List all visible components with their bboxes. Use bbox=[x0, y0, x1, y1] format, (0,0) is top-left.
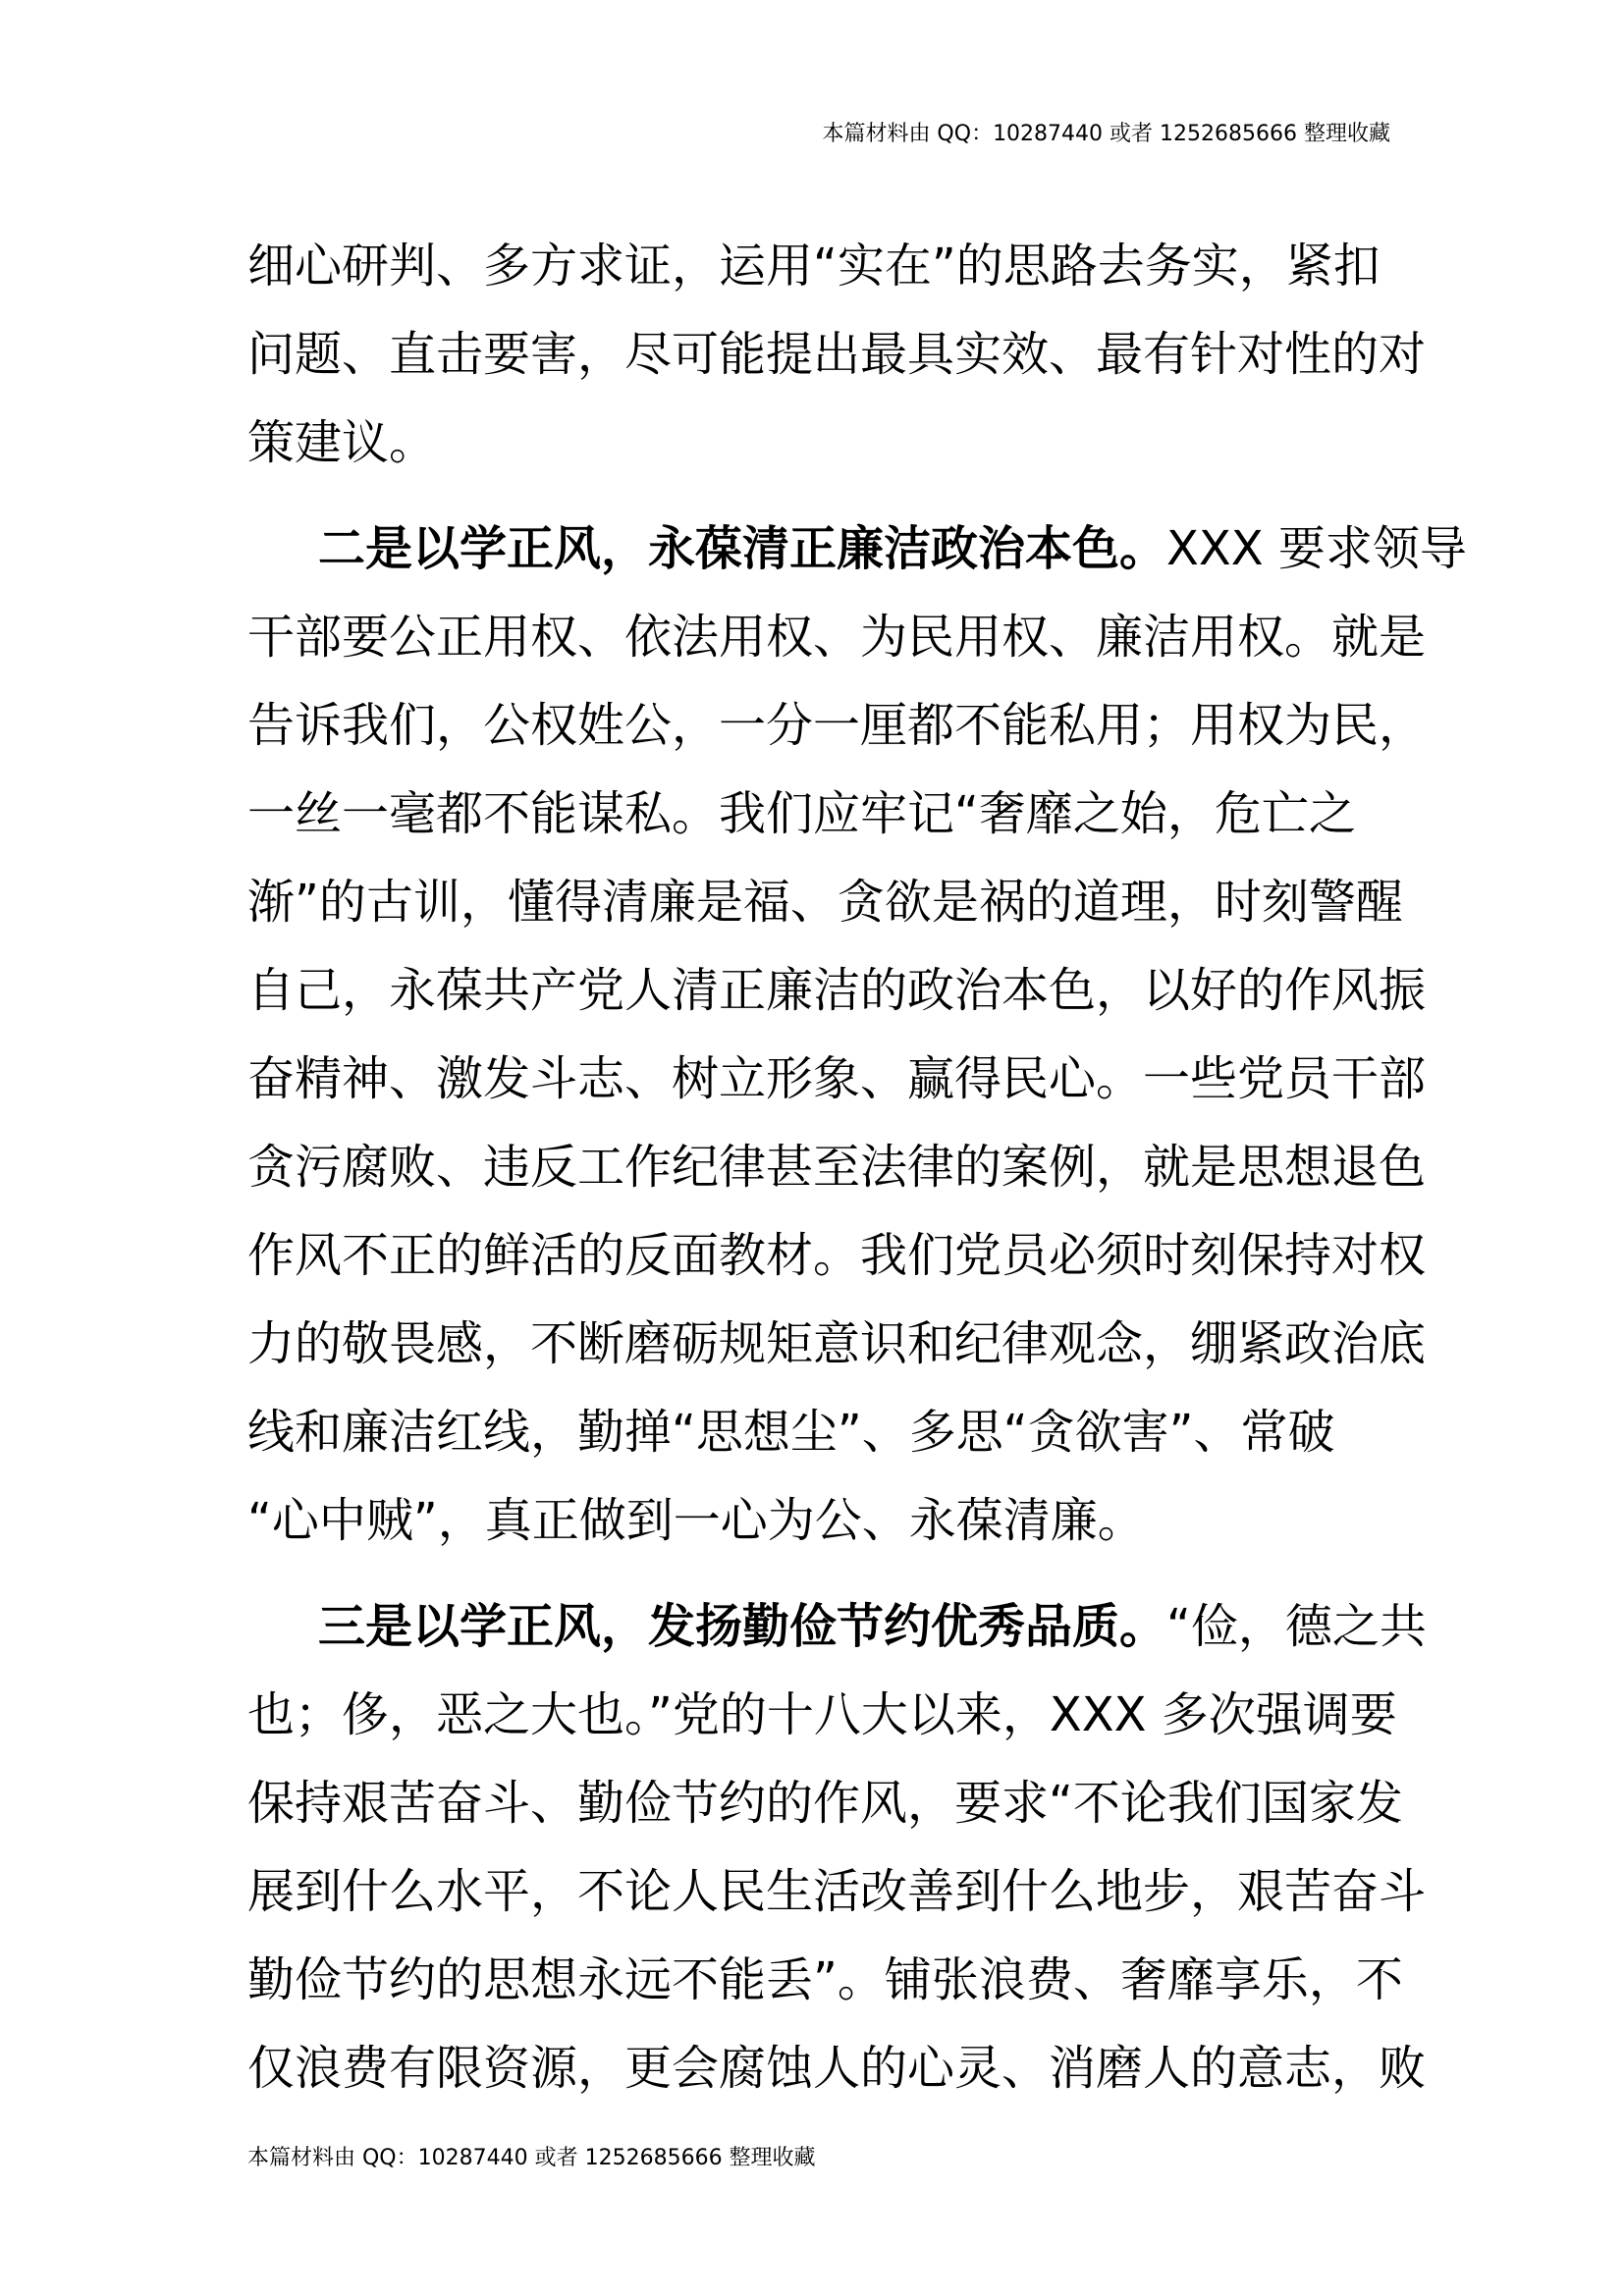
section-heading: 二是以学正风，永葆清正廉洁政治本色。 bbox=[318, 521, 1167, 576]
body-text: XXX 要求领导 bbox=[1166, 521, 1467, 576]
paragraph-gap bbox=[247, 487, 1386, 505]
body-line: 贪污腐败、违反工作纪律甚至法律的案例，就是思想退色 bbox=[247, 1140, 1427, 1195]
body-line: 告诉我们，公权姓公，一分一厘都不能私用；用权为民， bbox=[247, 698, 1427, 753]
body-line: 仅浪费有限资源，更会腐蚀人的心灵、消磨人的意志，败 bbox=[247, 2041, 1427, 2096]
body-line: 线和廉洁红线，勤掸“思想尘”、多思“贪欲害”、常破 bbox=[247, 1405, 1335, 1460]
paragraph-gap bbox=[247, 1565, 1386, 1582]
body-line: 策建议。 bbox=[247, 415, 437, 470]
body-text: “俭，德之共 bbox=[1166, 1599, 1427, 1654]
body-line: 奋精神、激发斗志、树立形象、赢得民心。一些党员干部 bbox=[247, 1051, 1427, 1106]
body-line: 展到什么水平，不论人民生活改善到什么地步，艰苦奋斗 bbox=[247, 1864, 1427, 1919]
footer-note: 本篇材料由 QQ：10287440 或者 1252685666 整理收藏 bbox=[247, 2146, 816, 2170]
body-line: 渐”的古训，懂得清廉是福、贪欲是祸的道理，时刻警醒 bbox=[247, 875, 1403, 930]
body-line: 一丝一毫都不能谋私。我们应牢记“奢靡之始，危亡之 bbox=[247, 786, 1356, 841]
header-note: 本篇材料由 QQ：10287440 或者 1252685666 整理收藏 bbox=[822, 122, 1390, 146]
document-body bbox=[247, 222, 1467, 2112]
paragraph-first-line bbox=[247, 1582, 1427, 1671]
body-line: 问题、直击要害，尽可能提出最具实效、最有针对性的对 bbox=[247, 327, 1427, 382]
body-line: 自己，永葆共产党人清正廉洁的政治本色，以好的作风振 bbox=[247, 963, 1427, 1018]
section-heading: 三是以学正风，发扬勤俭节约优秀品质。 bbox=[318, 1599, 1167, 1654]
body-line: 保持艰苦奋斗、勤俭节约的作风，要求“不论我们国家发 bbox=[247, 1776, 1403, 1831]
body-line: 也；侈，恶之大也。”党的十八大以来，XXX 多次强调要 bbox=[247, 1687, 1397, 1742]
body-line: “心中贼”，真正做到一心为公、永葆清廉。 bbox=[247, 1493, 1145, 1548]
body-line: 作风不正的鲜活的反面教材。我们党员必须时刻保持对权 bbox=[247, 1228, 1427, 1283]
body-line: 细心研判、多方求证，运用“实在”的思路去务实，紧扣 bbox=[247, 239, 1380, 294]
paragraph-first-line bbox=[247, 505, 1467, 593]
body-line: 力的敬畏感，不断磨砺规矩意识和纪律观念，绷紧政治底 bbox=[247, 1316, 1427, 1371]
body-line: 勤俭节约的思想永远不能丢”。铺张浪费、奢靡享乐，不 bbox=[247, 1952, 1403, 2007]
body-line: 干部要公正用权、依法用权、为民用权、廉洁用权。就是 bbox=[247, 610, 1427, 665]
